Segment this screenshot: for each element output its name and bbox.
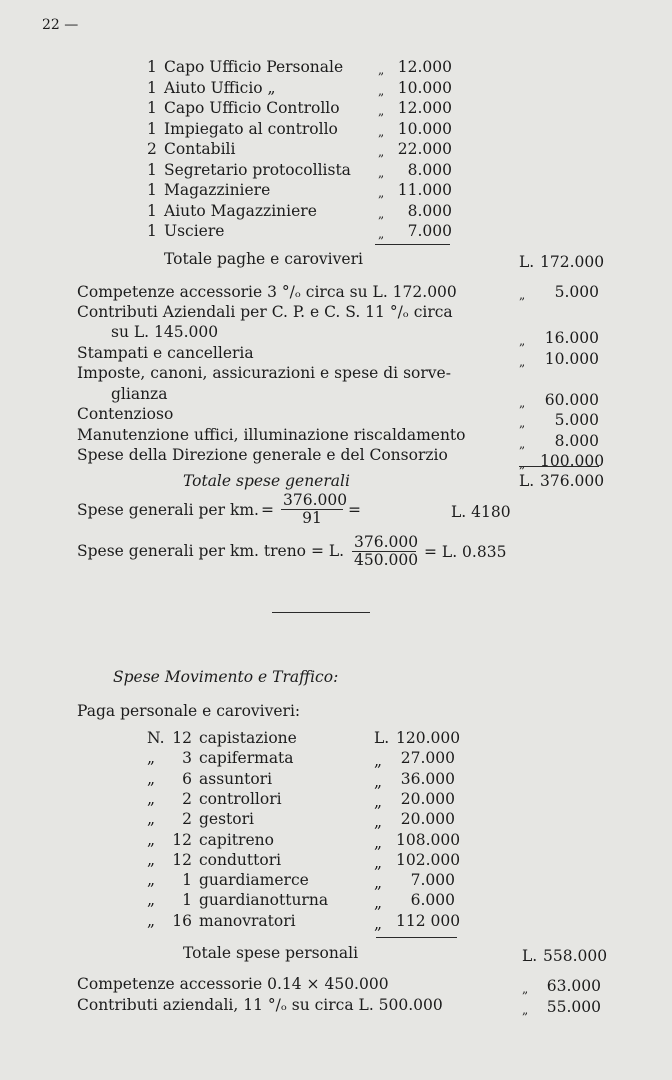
staff-qty: 1 [147, 78, 157, 97]
movement-qty: 16 [172, 911, 192, 930]
movement-total-amount: 558.000 [543, 947, 608, 965]
general-item-text: Competenze accessorie 3 °/ₒ circa su L. 172.000 [77, 283, 457, 301]
general-total-label: Totale spese generali [183, 472, 350, 490]
movement-amount: 108.000 [396, 830, 461, 849]
per-km-result: L. 4180 [451, 503, 511, 521]
per-km-numerator: 376.000 [283, 491, 348, 509]
general-item-amount: 10.000 [544, 350, 599, 368]
general-item-text: su L. 145.000 [111, 323, 219, 341]
staff-ditto: „ [378, 206, 385, 221]
per-train-numerator: 376.000 [354, 533, 419, 551]
staff-role: Contabili [164, 140, 236, 158]
staff-ditto: „ [378, 186, 385, 200]
movement-heading: Spese Movimento e Traffico: [113, 668, 339, 686]
staff-qty: 1 [147, 160, 157, 179]
movement-amount: 112 000 [396, 911, 461, 930]
general-item-amount: 5.000 [554, 283, 599, 301]
general-total-currency: L. [519, 472, 535, 490]
movement-extra-amount: 63.000 [546, 977, 601, 995]
movement-currency: „ [374, 792, 383, 811]
movement-prefix: „ [147, 769, 156, 788]
staff-ditto: „ [378, 165, 385, 180]
movement-amount: 36.000 [400, 769, 455, 788]
staff-ditto: „ [378, 104, 385, 118]
movement-role: capistazione [199, 729, 297, 747]
movement-role: gestori [199, 810, 254, 829]
staff-qty: 2 [147, 140, 157, 158]
movement-role: controllori [199, 789, 282, 808]
movement-qty: 2 [182, 789, 192, 808]
general-total-rule [519, 466, 599, 467]
per-km-equals-2: = [348, 501, 361, 519]
movement-amount: 102.000 [396, 850, 461, 869]
per-train-fraction [352, 533, 419, 569]
movement-role: guardiamerce [199, 871, 309, 890]
movement-currency: L. [374, 729, 390, 747]
per-km-denominator: 91 [302, 509, 322, 527]
movement-prefix: „ [147, 810, 156, 829]
movement-qty: 3 [182, 749, 192, 768]
staff-total-currency: L. [519, 253, 535, 271]
staff-amount: 12.000 [397, 99, 452, 117]
general-item-text: Contenzioso [77, 405, 174, 423]
general-item-amount: 16.000 [544, 329, 599, 347]
section-separator [272, 612, 370, 613]
general-item-amount: 8.000 [554, 432, 599, 450]
movement-currency: „ [374, 813, 383, 832]
staff-amount: 7.000 [407, 222, 452, 240]
movement-total-currency: L. [522, 947, 538, 965]
general-item-amount: 100.000 [540, 452, 605, 470]
per-train-denominator: 450.000 [354, 551, 419, 569]
staff-amount: 8.000 [407, 160, 452, 179]
movement-currency: „ [374, 853, 383, 872]
staff-ditto: „ [378, 124, 385, 139]
per-train-label: Spese generali per km. treno = L. [77, 542, 345, 560]
movement-qty: 2 [182, 810, 192, 829]
general-item-ditto: „ [519, 437, 526, 451]
staff-amount: 8.000 [407, 201, 452, 220]
staff-total-label: Totale paghe e caroviveri [164, 250, 363, 268]
movement-currency: „ [374, 874, 383, 893]
staff-role: Impiegato al controllo [164, 119, 338, 138]
general-item-ditto: „ [519, 334, 526, 348]
movement-amount: 27.000 [400, 749, 455, 768]
general-item-amount: 5.000 [554, 411, 599, 429]
movement-subtotal-rule [376, 937, 457, 938]
staff-qty: 1 [147, 58, 157, 76]
general-item-text: Stampati e cancelleria [77, 344, 254, 362]
movement-role: manovratori [199, 911, 296, 930]
staff-ditto: „ [378, 83, 385, 98]
staff-qty: 1 [147, 222, 157, 240]
movement-total-label: Totale spese personali [183, 944, 359, 962]
movement-prefix: N. [147, 729, 165, 747]
general-item-text: Spese della Direzione generale e del Consorzio [77, 446, 448, 464]
movement-qty: 12 [172, 830, 192, 849]
general-item-ditto: „ [519, 396, 526, 410]
staff-role: Usciere [164, 222, 225, 240]
movement-amount: 6.000 [410, 891, 455, 910]
movement-currency: „ [374, 833, 383, 852]
staff-qty: 1 [147, 201, 157, 220]
general-item-text: Contributi Aziendali per C. P. e C. S. 11 °/ₒ circa [77, 303, 453, 321]
per-train-result: = L. 0.835 [424, 543, 507, 561]
staff-role: Capo Ufficio Personale [164, 58, 344, 76]
movement-prefix: „ [147, 850, 156, 869]
movement-extra-text: Competenze accessorie 0.14 × 450.000 [77, 975, 389, 993]
movement-amount: 20.000 [400, 810, 455, 829]
movement-amount: 7.000 [410, 871, 455, 890]
general-item-ditto: „ [519, 416, 526, 430]
staff-qty: 1 [147, 119, 157, 138]
movement-extra-text: Contributi aziendali, 11 °/ₒ su circa L. 500.000 [77, 995, 443, 1014]
movement-currency: „ [374, 772, 383, 791]
movement-role: conduttori [199, 850, 282, 869]
movement-amount: 120.000 [396, 729, 461, 747]
staff-ditto: „ [378, 63, 385, 77]
movement-prefix: „ [147, 891, 156, 910]
movement-role: capitreno [199, 830, 274, 849]
general-item-text: Imposte, canoni, assicurazioni e spese di sorve- [77, 364, 451, 382]
staff-qty: 1 [147, 99, 157, 117]
movement-qty: 12 [172, 729, 192, 747]
staff-role: Segretario protocollista [164, 160, 351, 179]
movement-role: capifermata [199, 749, 294, 768]
movement-role: assuntori [199, 769, 273, 788]
movement-extra-ditto: „ [522, 1002, 529, 1017]
staff-role: Capo Ufficio Controllo [164, 99, 340, 117]
staff-amount: 22.000 [397, 140, 452, 158]
general-item-text: glianza [111, 385, 168, 403]
staff-amount: 10.000 [397, 119, 452, 138]
staff-ditto: „ [378, 145, 385, 159]
general-total-amount: 376.000 [540, 472, 605, 490]
movement-extra-ditto: „ [522, 982, 529, 996]
per-km-equals: = [261, 501, 274, 519]
movement-role: guardianotturna [199, 891, 329, 910]
movement-extra-amount: 55.000 [546, 997, 601, 1016]
staff-total-amount: 172.000 [540, 253, 605, 271]
movement-amount: 20.000 [400, 789, 455, 808]
staff-role: Aiuto Magazziniere [164, 201, 317, 220]
movement-currency: „ [374, 894, 383, 913]
movement-qty: 6 [182, 769, 192, 788]
staff-amount: 12.000 [397, 58, 452, 76]
movement-prefix: „ [147, 749, 156, 768]
per-km-fraction [281, 491, 348, 527]
movement-currency: „ [374, 914, 383, 933]
general-item-ditto: „ [519, 355, 526, 369]
staff-role: Magazziniere [164, 181, 271, 199]
general-item-text: Manutenzione uffici, illuminazione riscaldamento [77, 426, 466, 444]
general-item-ditto: „ [519, 457, 526, 471]
staff-amount: 10.000 [397, 78, 452, 97]
movement-qty: 1 [182, 871, 192, 890]
movement-prefix: „ [147, 830, 156, 849]
movement-prefix: „ [147, 789, 156, 808]
staff-qty: 1 [147, 181, 157, 199]
staff-ditto: „ [378, 227, 385, 241]
movement-qty: 1 [182, 891, 192, 910]
general-item-amount: 60.000 [544, 391, 599, 409]
staff-amount: 11.000 [397, 181, 452, 199]
per-km-label: Spese generali per km. [77, 501, 259, 519]
staff-role: Aiuto Ufficio „ [164, 78, 276, 97]
movement-currency: „ [374, 752, 383, 771]
subtotal-rule [375, 244, 450, 245]
page-number: 22 — [42, 17, 79, 33]
movement-prefix: „ [147, 911, 156, 930]
movement-qty: 12 [172, 850, 192, 869]
movement-subheading: Paga personale e caroviveri: [77, 702, 301, 720]
movement-prefix: „ [147, 871, 156, 890]
general-item-ditto: „ [519, 288, 526, 302]
